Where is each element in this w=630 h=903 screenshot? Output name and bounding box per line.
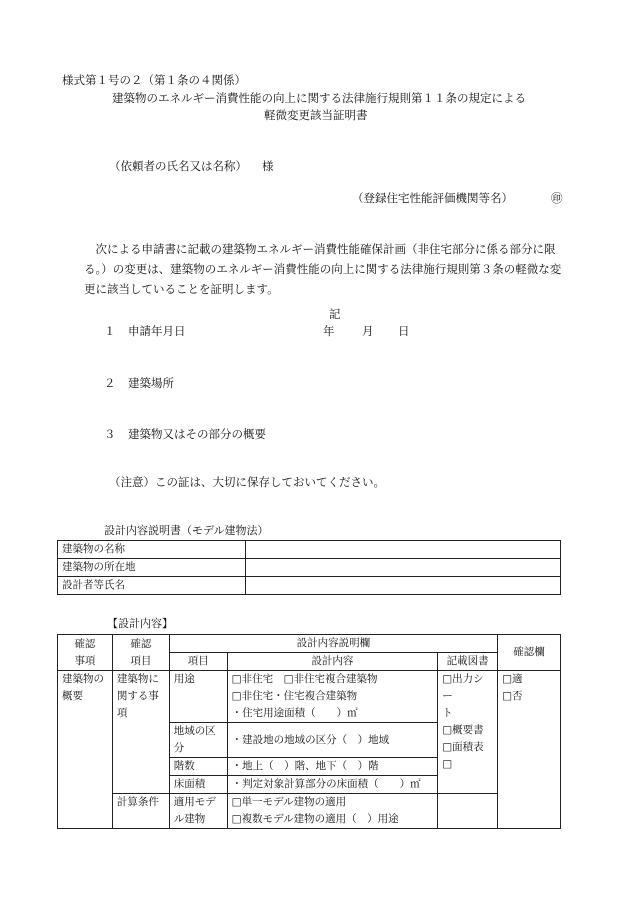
row-content-floors: ・地上（ ）階、地下（ ）階 bbox=[227, 758, 438, 776]
row-label-floor-area: 床面積 bbox=[169, 776, 227, 794]
residential-area-line: ・住宅用途面積（ ）㎡ bbox=[231, 707, 358, 719]
doc-output-sheet-cont: ト bbox=[442, 707, 453, 719]
header-content: 設計内容 bbox=[227, 653, 438, 671]
header-documents: 記載図書 bbox=[438, 653, 498, 671]
confirm-item-building: 建築物に 関する事 項 bbox=[112, 671, 169, 794]
form-number: 様式第１号の２（第１条の４関係） bbox=[62, 73, 246, 87]
summary-table-title: 設計内容説明書（モデル建物法） bbox=[104, 524, 269, 537]
document-title-line1: 建築物のエネルギー消費性能の向上に関する法律施行規則第１１条の規定による bbox=[112, 91, 526, 105]
header-design-description: 設計内容説明欄 bbox=[169, 635, 497, 653]
check-fail-checkbox[interactable]: □否 bbox=[502, 690, 523, 702]
table-row bbox=[58, 559, 561, 577]
note: （注意）この証は、大切に保存しておいてください。 bbox=[109, 475, 385, 489]
check-cell bbox=[498, 671, 561, 829]
confirm-item-calculation: 計算条件 bbox=[112, 794, 169, 829]
doc-output-sheet[interactable]: □出力シー bbox=[442, 673, 484, 702]
use-checkbox-line1[interactable]: □非住宅 □非住宅複合建築物 bbox=[231, 673, 378, 685]
summary-label-designer: 設計者等氏名 bbox=[58, 577, 246, 595]
issuer-name: （登録住宅性能評価機関等名） bbox=[352, 191, 513, 205]
row-label-region: 地域の区 分 bbox=[169, 723, 227, 758]
summary-value-designer bbox=[245, 577, 560, 595]
table-row bbox=[58, 541, 561, 559]
doc-other[interactable]: □ bbox=[442, 758, 453, 770]
header-check-column: 確認欄 bbox=[498, 635, 561, 671]
summary-value-building-name bbox=[245, 541, 560, 559]
documents-cell bbox=[438, 671, 498, 794]
summary-value-location bbox=[245, 559, 560, 577]
item-2-label: 建築場所 bbox=[128, 376, 174, 390]
row-content-region: ・建設地の地域の区分（ ）地域 bbox=[227, 723, 438, 758]
model-multiple-checkbox[interactable]: □複数モデル建物の適用（ ）用途 bbox=[231, 813, 399, 825]
row-content-use bbox=[227, 671, 438, 723]
summary-label-location: 建築物の所在地 bbox=[58, 559, 246, 577]
document-title-line2: 軽微変更該当証明書 bbox=[264, 108, 368, 122]
honorific: 様 bbox=[262, 159, 274, 173]
date-year: 年 bbox=[323, 324, 335, 338]
requester-name: （依頼者の氏名又は名称） bbox=[109, 159, 247, 173]
date-month: 月 bbox=[362, 324, 374, 338]
row-label-floors: 階数 bbox=[169, 758, 227, 776]
doc-overview[interactable]: □概要書 bbox=[442, 724, 484, 736]
date-day: 日 bbox=[398, 324, 410, 338]
documents-cell-calc bbox=[438, 794, 498, 829]
summary-label-building-name: 建築物の名称 bbox=[58, 541, 246, 559]
item-3-number: ３ bbox=[104, 427, 116, 441]
summary-table bbox=[57, 540, 561, 595]
confirm-matter-building-overview: 建築物の 概要 bbox=[58, 671, 113, 829]
doc-area-table[interactable]: □面積表 bbox=[442, 741, 484, 753]
row-content-model-building bbox=[227, 794, 438, 829]
design-table-title: 【設計内容】 bbox=[107, 617, 173, 630]
header-confirm-item: 確認 項目 bbox=[112, 635, 169, 671]
row-label-use: 用途 bbox=[169, 671, 227, 723]
table-row bbox=[58, 577, 561, 595]
design-table bbox=[57, 634, 561, 829]
ki-heading: 記 bbox=[329, 307, 341, 321]
certification-paragraph: 次による申請書に記載の建築物エネルギー消費性能確保計画（非住宅部分に係る部分に限る。）の変更は、建築物のエネルギー消費性能の向上に関する法律施行規則第３条の軽微な変更に該当していることを証明します。 bbox=[84, 242, 562, 296]
row-label-model-building: 適用モデ ル建物 bbox=[169, 794, 227, 829]
table-row bbox=[58, 635, 561, 653]
item-1-number: １ bbox=[104, 324, 116, 338]
header-item: 項目 bbox=[169, 653, 227, 671]
item-3-label: 建築物又はその部分の概要 bbox=[128, 427, 266, 441]
item-1-label: 申請年月日 bbox=[128, 324, 186, 338]
item-2-number: ２ bbox=[104, 376, 116, 390]
seal-mark: ㊞ bbox=[551, 191, 563, 205]
row-content-floor-area: ・判定対象計算部分の床面積（ ）㎡ bbox=[227, 776, 438, 794]
use-checkbox-line2[interactable]: □非住宅・住宅複合建築物 bbox=[231, 690, 358, 702]
header-confirm-matter: 確認 事項 bbox=[58, 635, 113, 671]
model-single-checkbox[interactable]: □単一モデル建物の適用 bbox=[231, 796, 347, 808]
check-pass-checkbox[interactable]: □適 bbox=[502, 673, 523, 685]
table-row bbox=[58, 671, 561, 723]
